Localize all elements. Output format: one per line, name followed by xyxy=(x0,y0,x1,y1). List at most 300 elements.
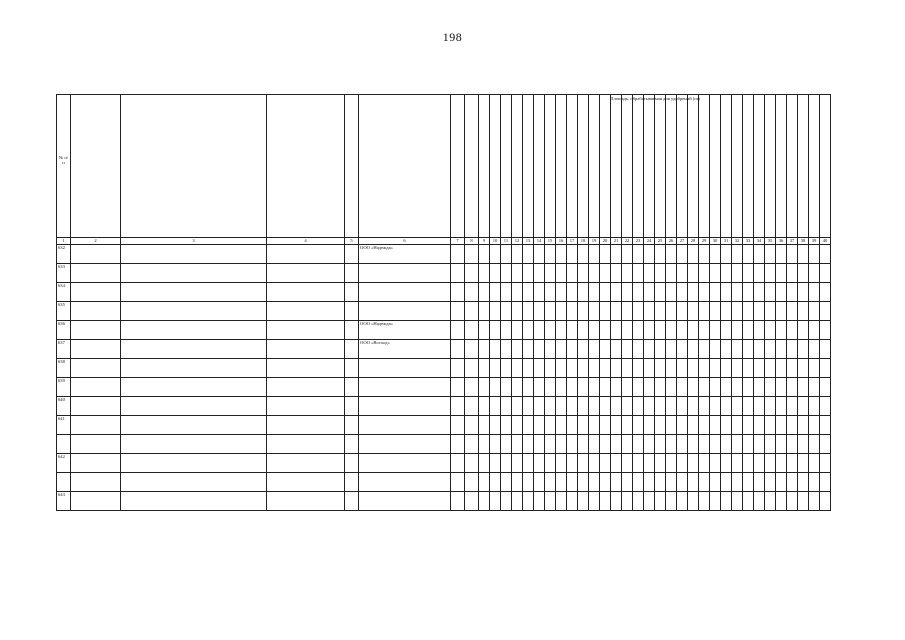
value-cell xyxy=(523,321,534,340)
value-cell xyxy=(611,397,622,416)
value-cell xyxy=(798,264,809,283)
value-cell xyxy=(732,359,743,378)
value-cell xyxy=(479,340,490,359)
value-cell xyxy=(655,397,666,416)
area xyxy=(345,283,359,302)
value-cell xyxy=(622,473,633,492)
value-cell xyxy=(465,245,479,264)
value-cell xyxy=(589,473,600,492)
value-cell xyxy=(666,359,677,378)
value-cell xyxy=(633,378,644,397)
value-cell xyxy=(479,473,490,492)
value-cell xyxy=(451,435,465,454)
value-cell xyxy=(545,283,556,302)
row-number: 632 xyxy=(57,245,71,264)
value-cell xyxy=(633,359,644,378)
subheader-cell xyxy=(644,95,655,238)
value-cell xyxy=(578,359,589,378)
value-cell xyxy=(721,245,732,264)
subheader-cell xyxy=(534,95,545,238)
value-cell xyxy=(644,359,655,378)
value-cell xyxy=(710,473,721,492)
value-cell xyxy=(578,454,589,473)
value-cell xyxy=(710,492,721,511)
plot-description xyxy=(121,473,267,492)
value-cell xyxy=(776,245,787,264)
subheader-cell xyxy=(479,95,700,238)
value-cell xyxy=(479,416,490,435)
value-cell xyxy=(545,359,556,378)
value-cell xyxy=(666,321,677,340)
value-cell xyxy=(611,359,622,378)
subheader-cell xyxy=(655,95,666,238)
value-cell xyxy=(820,435,831,454)
value-cell xyxy=(490,378,501,397)
value-cell xyxy=(732,283,743,302)
value-cell xyxy=(677,321,688,340)
land-user xyxy=(359,416,451,435)
value-cell xyxy=(567,302,578,321)
value-cell xyxy=(754,321,765,340)
value-cell xyxy=(644,302,655,321)
row-number: 637 xyxy=(57,340,71,359)
subheader-cell xyxy=(666,95,677,238)
value-cell xyxy=(556,321,567,340)
value-cell xyxy=(787,473,798,492)
value-cell xyxy=(622,283,633,302)
value-cell xyxy=(465,435,479,454)
plot-description xyxy=(121,492,267,511)
value-cell xyxy=(490,340,501,359)
settlement-name xyxy=(71,359,121,378)
value-cell xyxy=(479,283,490,302)
value-cell xyxy=(721,283,732,302)
value-cell xyxy=(523,264,534,283)
value-cell xyxy=(545,302,556,321)
value-cell xyxy=(732,321,743,340)
value-cell xyxy=(776,264,787,283)
value-cell xyxy=(534,378,545,397)
value-cell xyxy=(556,264,567,283)
value-cell xyxy=(490,435,501,454)
value-cell xyxy=(556,435,567,454)
value-cell xyxy=(611,416,622,435)
value-cell xyxy=(611,454,622,473)
value-cell xyxy=(633,416,644,435)
value-cell xyxy=(490,359,501,378)
subheader-cell xyxy=(501,95,512,238)
value-cell xyxy=(754,264,765,283)
value-cell xyxy=(688,492,699,511)
value-cell xyxy=(677,454,688,473)
value-cell xyxy=(787,416,798,435)
column-number: 35 xyxy=(765,238,776,245)
value-cell xyxy=(644,416,655,435)
settlement-name xyxy=(71,492,121,511)
plot-description xyxy=(121,397,267,416)
subheader-cell xyxy=(754,95,765,238)
value-cell xyxy=(600,359,611,378)
value-cell xyxy=(465,359,479,378)
value-cell xyxy=(622,416,633,435)
table-row xyxy=(57,359,831,378)
value-cell xyxy=(809,435,820,454)
value-cell xyxy=(501,378,512,397)
value-cell xyxy=(765,245,776,264)
value-cell xyxy=(798,283,809,302)
value-cell xyxy=(688,245,699,264)
value-cell xyxy=(534,340,545,359)
value-cell xyxy=(512,264,523,283)
value-cell xyxy=(633,435,644,454)
value-cell xyxy=(534,416,545,435)
value-cell xyxy=(600,321,611,340)
value-cell xyxy=(589,454,600,473)
value-cell xyxy=(622,359,633,378)
value-cell xyxy=(545,492,556,511)
value-cell xyxy=(743,264,754,283)
value-cell xyxy=(600,492,611,511)
value-cell xyxy=(600,473,611,492)
value-cell xyxy=(523,397,534,416)
value-cell xyxy=(589,302,600,321)
value-cell xyxy=(798,473,809,492)
value-cell xyxy=(501,473,512,492)
value-cell xyxy=(732,454,743,473)
value-cell xyxy=(754,492,765,511)
settlement-name xyxy=(71,397,121,416)
value-cell xyxy=(611,245,622,264)
value-cell xyxy=(732,473,743,492)
value-cell xyxy=(556,473,567,492)
value-cell xyxy=(451,397,465,416)
value-cell xyxy=(501,435,512,454)
municipality xyxy=(267,454,345,473)
value-cell xyxy=(512,302,523,321)
value-cell xyxy=(699,321,710,340)
land-user: ООО «Восход» xyxy=(359,340,451,359)
value-cell xyxy=(490,264,501,283)
subheader-cell xyxy=(677,95,688,238)
subheader-cell xyxy=(776,95,787,238)
column-number: 19 xyxy=(589,238,600,245)
value-cell xyxy=(765,435,776,454)
value-cell xyxy=(556,416,567,435)
municipality xyxy=(267,302,345,321)
value-cell xyxy=(512,397,523,416)
value-cell xyxy=(611,378,622,397)
value-cell xyxy=(677,378,688,397)
value-cell xyxy=(578,321,589,340)
subheader-cell xyxy=(787,95,798,238)
settlement-name xyxy=(71,340,121,359)
row-number: 633 xyxy=(57,264,71,283)
land-user: ООО «Надежда» xyxy=(359,321,451,340)
value-cell xyxy=(765,492,776,511)
table-row xyxy=(57,321,831,340)
value-cell xyxy=(600,454,611,473)
column-number: 4 xyxy=(267,238,345,245)
value-cell xyxy=(655,473,666,492)
value-cell xyxy=(710,321,721,340)
value-cell xyxy=(490,245,501,264)
value-cell xyxy=(589,378,600,397)
value-cell xyxy=(578,397,589,416)
value-cell xyxy=(776,492,787,511)
value-cell xyxy=(479,454,490,473)
value-cell xyxy=(677,245,688,264)
value-cell xyxy=(512,473,523,492)
value-cell xyxy=(589,397,600,416)
value-cell xyxy=(820,378,831,397)
value-cell xyxy=(754,302,765,321)
value-cell xyxy=(820,340,831,359)
value-cell xyxy=(743,454,754,473)
value-cell xyxy=(765,473,776,492)
value-cell xyxy=(776,302,787,321)
area xyxy=(345,302,359,321)
value-cell xyxy=(600,245,611,264)
table-row xyxy=(57,302,831,321)
value-cell xyxy=(688,435,699,454)
value-cell xyxy=(710,378,721,397)
group-header: Площадь, обрабатываемая для удобрений (га) xyxy=(610,96,700,101)
value-cell xyxy=(633,492,644,511)
value-cell xyxy=(479,245,490,264)
value-cell xyxy=(776,397,787,416)
value-cell xyxy=(688,321,699,340)
table-row xyxy=(57,340,831,359)
value-cell xyxy=(809,473,820,492)
value-cell xyxy=(776,454,787,473)
area xyxy=(345,435,359,454)
subheader-cell xyxy=(688,95,699,238)
value-cell xyxy=(622,435,633,454)
municipality xyxy=(267,416,345,435)
value-cell xyxy=(666,378,677,397)
municipality xyxy=(267,473,345,492)
value-cell xyxy=(567,473,578,492)
column-number: 9 xyxy=(479,238,490,245)
value-cell xyxy=(666,283,677,302)
plot-description xyxy=(121,302,267,321)
value-cell xyxy=(567,378,578,397)
value-cell xyxy=(710,245,721,264)
column-number: 20 xyxy=(600,238,611,245)
column-number: 16 xyxy=(556,238,567,245)
value-cell xyxy=(578,245,589,264)
column-number: 27 xyxy=(677,238,688,245)
value-cell xyxy=(765,264,776,283)
value-cell xyxy=(644,473,655,492)
value-cell xyxy=(655,283,666,302)
value-cell xyxy=(545,454,556,473)
value-cell xyxy=(465,473,479,492)
value-cell xyxy=(578,283,589,302)
value-cell xyxy=(523,283,534,302)
value-cell xyxy=(776,340,787,359)
value-cell xyxy=(633,397,644,416)
value-cell xyxy=(809,302,820,321)
subheader-cell xyxy=(820,95,831,238)
subheader-cell xyxy=(743,95,754,238)
value-cell xyxy=(534,435,545,454)
municipality xyxy=(267,264,345,283)
value-cell xyxy=(451,245,465,264)
value-cell xyxy=(479,397,490,416)
value-cell xyxy=(765,321,776,340)
value-cell xyxy=(710,397,721,416)
value-cell xyxy=(465,492,479,511)
subheader-cell xyxy=(567,95,578,238)
subheader-cell xyxy=(809,95,820,238)
value-cell xyxy=(600,416,611,435)
land-user xyxy=(359,397,451,416)
value-cell xyxy=(820,359,831,378)
value-cell xyxy=(699,340,710,359)
header-cell-h7 xyxy=(451,95,465,238)
value-cell xyxy=(545,378,556,397)
value-cell xyxy=(765,302,776,321)
value-cell xyxy=(743,435,754,454)
value-cell xyxy=(688,416,699,435)
value-cell xyxy=(710,416,721,435)
column-number: 17 xyxy=(567,238,578,245)
value-cell xyxy=(501,283,512,302)
value-cell xyxy=(490,397,501,416)
settlement-name xyxy=(71,473,121,492)
value-cell xyxy=(732,245,743,264)
value-cell xyxy=(589,416,600,435)
value-cell xyxy=(754,435,765,454)
value-cell xyxy=(589,283,600,302)
value-cell xyxy=(501,397,512,416)
value-cell xyxy=(644,245,655,264)
value-cell xyxy=(465,321,479,340)
subheader-cell xyxy=(699,95,710,238)
value-cell xyxy=(655,435,666,454)
header-cell-h8 xyxy=(465,95,479,238)
value-cell xyxy=(732,264,743,283)
value-cell xyxy=(721,435,732,454)
plot-description xyxy=(121,283,267,302)
value-cell xyxy=(787,302,798,321)
value-cell xyxy=(743,321,754,340)
value-cell xyxy=(666,454,677,473)
value-cell xyxy=(545,473,556,492)
land-user xyxy=(359,473,451,492)
value-cell xyxy=(721,321,732,340)
column-number: 10 xyxy=(490,238,501,245)
table-row xyxy=(57,435,831,454)
plot-description xyxy=(121,378,267,397)
plot-description xyxy=(121,264,267,283)
value-cell xyxy=(644,378,655,397)
value-cell xyxy=(732,340,743,359)
value-cell xyxy=(611,302,622,321)
value-cell xyxy=(820,302,831,321)
value-cell xyxy=(699,454,710,473)
value-cell xyxy=(451,378,465,397)
value-cell xyxy=(465,397,479,416)
value-cell xyxy=(666,264,677,283)
value-cell xyxy=(600,435,611,454)
value-cell xyxy=(798,454,809,473)
value-cell xyxy=(743,492,754,511)
row-number: 641 xyxy=(57,416,71,435)
value-cell xyxy=(820,416,831,435)
value-cell xyxy=(787,378,798,397)
value-cell xyxy=(765,378,776,397)
value-cell xyxy=(451,283,465,302)
value-cell xyxy=(765,283,776,302)
value-cell xyxy=(501,416,512,435)
data-table xyxy=(56,94,831,511)
value-cell xyxy=(451,454,465,473)
value-cell xyxy=(743,302,754,321)
value-cell xyxy=(622,245,633,264)
value-cell xyxy=(451,321,465,340)
value-cell xyxy=(633,283,644,302)
land-user xyxy=(359,359,451,378)
column-number: 13 xyxy=(523,238,534,245)
value-cell xyxy=(622,321,633,340)
value-cell xyxy=(666,397,677,416)
value-cell xyxy=(465,454,479,473)
value-cell xyxy=(820,283,831,302)
subheader-cell xyxy=(578,95,589,238)
value-cell xyxy=(787,397,798,416)
header-cell-h3 xyxy=(121,95,267,238)
value-cell xyxy=(699,435,710,454)
value-cell xyxy=(501,454,512,473)
subheader-cell xyxy=(545,95,556,238)
value-cell xyxy=(787,321,798,340)
value-cell xyxy=(721,378,732,397)
value-cell xyxy=(567,359,578,378)
value-cell xyxy=(556,492,567,511)
page-number: 198 xyxy=(442,30,463,44)
value-cell xyxy=(556,359,567,378)
subheader-cell xyxy=(512,95,523,238)
value-cell xyxy=(710,302,721,321)
value-cell xyxy=(666,340,677,359)
table-row xyxy=(57,416,831,435)
value-cell xyxy=(776,359,787,378)
value-cell xyxy=(787,264,798,283)
value-cell xyxy=(578,435,589,454)
value-cell xyxy=(688,359,699,378)
value-cell xyxy=(666,302,677,321)
value-cell xyxy=(787,359,798,378)
value-cell xyxy=(688,397,699,416)
value-cell xyxy=(798,359,809,378)
value-cell xyxy=(721,397,732,416)
value-cell xyxy=(798,435,809,454)
value-cell xyxy=(732,416,743,435)
area xyxy=(345,245,359,264)
value-cell xyxy=(556,397,567,416)
value-cell xyxy=(633,454,644,473)
area xyxy=(345,397,359,416)
municipality xyxy=(267,397,345,416)
value-cell xyxy=(776,283,787,302)
value-cell xyxy=(451,492,465,511)
value-cell xyxy=(523,435,534,454)
value-cell xyxy=(534,454,545,473)
column-number: 15 xyxy=(545,238,556,245)
value-cell xyxy=(490,492,501,511)
